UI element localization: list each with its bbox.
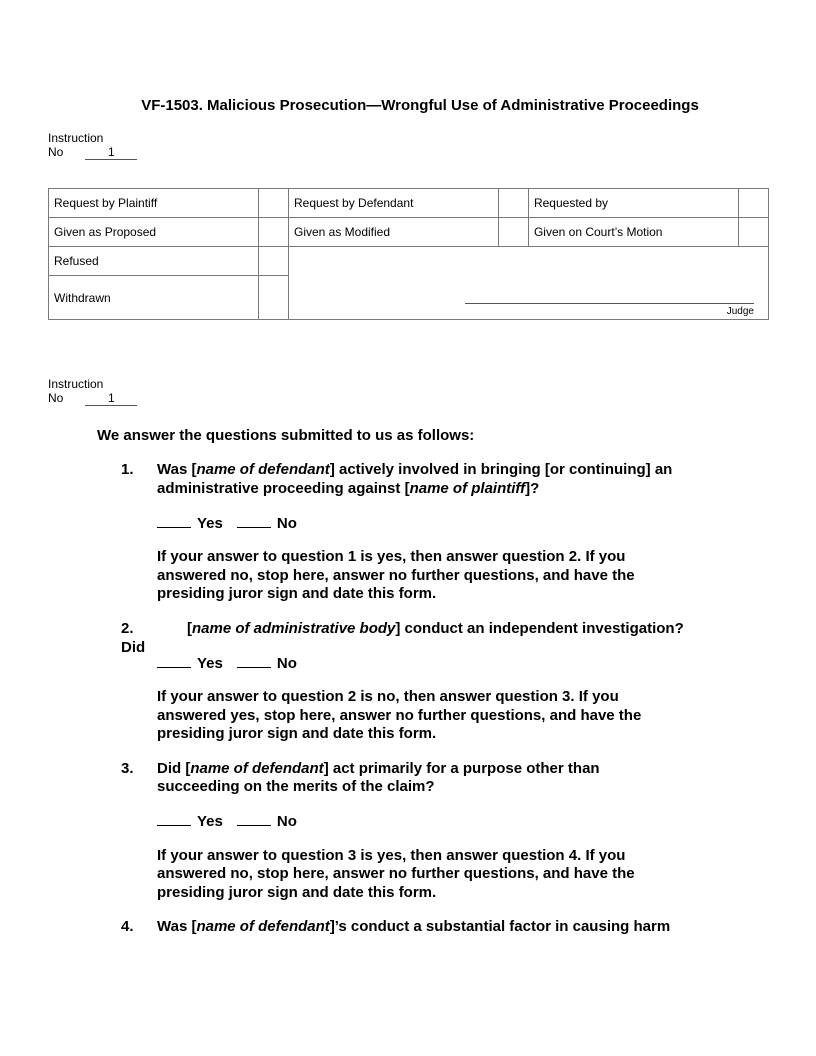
request-by-plaintiff-label: Request by Plaintiff [49, 189, 259, 218]
question-4-number: 4. [121, 918, 134, 935]
question-2-yes-blank[interactable] [157, 653, 191, 668]
no-label: No [276, 515, 297, 532]
question-1-instruction-line-3: presiding juror sign and date this form. [157, 585, 437, 602]
judge-signature-line [465, 303, 754, 304]
judge-signature-area[interactable] [288, 247, 768, 320]
question-2-answer [157, 653, 297, 673]
question-3-answer [157, 811, 297, 831]
question-1-line-2: administrative proceeding against [name of plaintiff]? [157, 480, 540, 497]
question-3-line-2: succeeding on the merits of the claim? [157, 778, 435, 795]
question-1-line-1: Was [name of defendant] actively involved in bringing [or continuing] an [157, 461, 673, 478]
given-as-modified-box[interactable] [499, 218, 529, 247]
intro-text: We answer the questions submitted to us as follows: [97, 427, 475, 444]
question-4-line-1: Was [name of defendant]’s conduct a substantial factor in causing harm [157, 918, 671, 935]
question-1-yes-blank[interactable] [157, 513, 191, 528]
question-1-number: 1. [121, 461, 134, 478]
question-2-instruction-line-2: answered yes, stop here, answer no further questions, and have the [157, 707, 642, 724]
instruction-label: Instruction [48, 377, 104, 391]
question-3-instruction-line-2: answered no, stop here, answer no further questions, and have the [157, 865, 635, 882]
instruction-number-field[interactable]: 1 [85, 391, 137, 406]
request-by-defendant-label: Request by Defendant [288, 189, 498, 218]
question-3-yes-blank[interactable] [157, 811, 191, 826]
given-on-courts-motion-box[interactable] [739, 218, 769, 247]
no-label: No [48, 145, 64, 159]
instruction-number-bottom [48, 377, 137, 406]
question-2-line-1: [name of administrative body] conduct an independent investigation? [187, 620, 684, 637]
request-by-defendant-box[interactable] [499, 189, 529, 218]
question-3-instruction-line-3: presiding juror sign and date this form. [157, 884, 437, 901]
question-1-answer [157, 513, 297, 533]
instruction-label: Instruction [48, 131, 104, 145]
no-label: No [48, 391, 64, 405]
yes-label: Yes [197, 655, 223, 672]
requested-by-box[interactable] [739, 189, 769, 218]
no-label: No [276, 813, 297, 830]
instruction-number-top [48, 131, 137, 160]
instruction-number-field[interactable]: 1 [85, 145, 137, 160]
question-3-number: 3. [121, 760, 134, 777]
judge-label: Judge [726, 306, 754, 317]
yes-label: Yes [197, 813, 223, 830]
yes-label: Yes [197, 515, 223, 532]
question-1-instruction-line-2: answered no, stop here, answer no further questions, and have the [157, 567, 635, 584]
question-1-instruction-line-1: If your answer to question 1 is yes, then answer question 2. If you [157, 548, 626, 565]
question-2-number: 2. Did [121, 620, 146, 656]
given-on-courts-motion-label: Given on Court’s Motion [528, 218, 738, 247]
request-by-plaintiff-box[interactable] [259, 189, 289, 218]
refused-label: Refused [49, 247, 259, 276]
question-3-instruction-line-1: If your answer to question 3 is yes, then answer question 4. If you [157, 847, 626, 864]
form-title: VF-1503. Malicious Prosecution—Wrongful Use of Administrative Proceedings [141, 97, 699, 114]
given-as-proposed-label: Given as Proposed [49, 218, 259, 247]
question-1-no-blank[interactable] [237, 513, 271, 528]
question-3-no-blank[interactable] [237, 811, 271, 826]
given-as-modified-label: Given as Modified [288, 218, 498, 247]
question-2-no-blank[interactable] [237, 653, 271, 668]
withdrawn-label: Withdrawn [49, 276, 259, 320]
question-2-instruction-line-1: If your answer to question 2 is no, then answer question 3. If you [157, 688, 619, 705]
requested-by-label: Requested by [528, 189, 738, 218]
no-label: No [276, 655, 297, 672]
refused-box[interactable] [259, 247, 289, 276]
request-table [48, 188, 769, 320]
withdrawn-box[interactable] [259, 276, 289, 320]
question-3-line-1: Did [name of defendant] act primarily for a purpose other than [157, 760, 600, 777]
given-as-proposed-box[interactable] [259, 218, 289, 247]
question-2-instruction-line-3: presiding juror sign and date this form. [157, 725, 437, 742]
